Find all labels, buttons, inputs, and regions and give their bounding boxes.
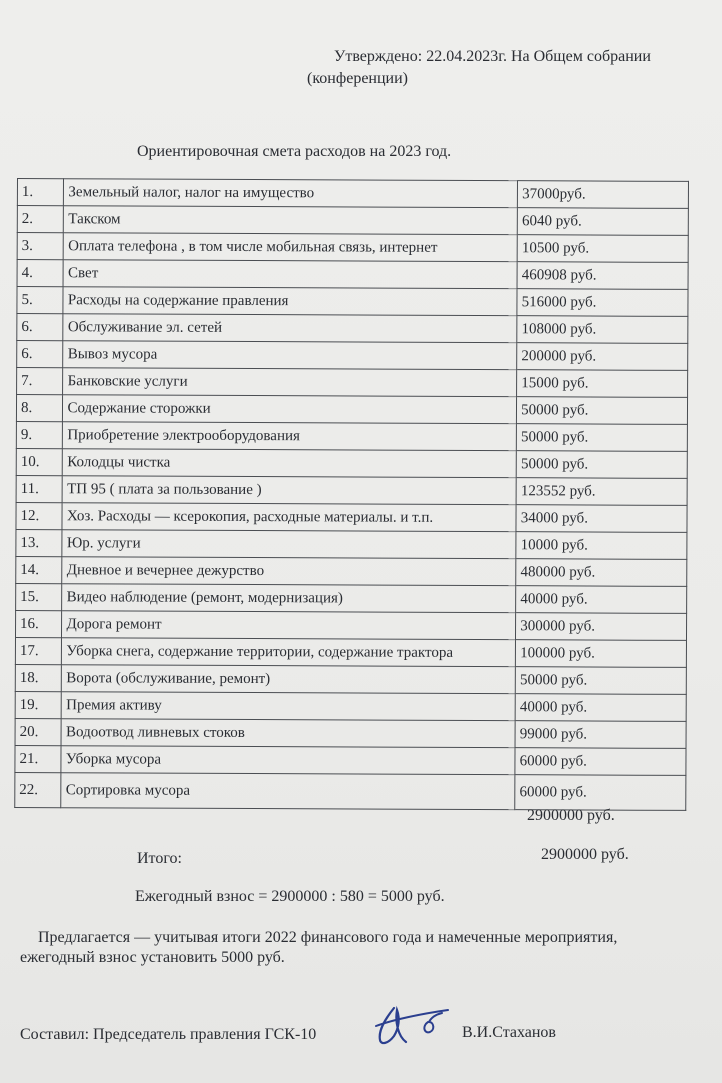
- row-item: ТП 95 ( плата за пользование ): [63, 476, 517, 505]
- row-amount: 300000 руб.: [516, 613, 687, 641]
- table-row: [17, 233, 688, 263]
- row-item: Видео наблюдение (ремонт, модернизация): [62, 584, 516, 613]
- annual-fee-formula: Ежегодный взнос = 2900000 : 580 = 5000 руб.: [135, 888, 445, 905]
- row-amount: 50000 руб.: [517, 424, 688, 452]
- row-amount: 480000 руб.: [516, 559, 687, 587]
- row-number: 7.: [17, 368, 64, 395]
- table-row: [17, 260, 688, 290]
- table-row: [16, 529, 687, 559]
- row-amount: 50000 руб.: [516, 451, 687, 479]
- row-number: 12.: [16, 502, 63, 529]
- row-item: Сортировка мусора: [61, 773, 515, 810]
- row-number: 11.: [16, 475, 63, 502]
- total-value: 2900000 руб.: [541, 846, 629, 863]
- row-number: 14.: [16, 556, 63, 583]
- row-number: 4.: [17, 260, 64, 287]
- row-amount: 60000 руб.: [515, 775, 686, 811]
- row-item: Колодцы чистка: [63, 449, 517, 478]
- approval-line-1: Утверждено: 22.04.2023г. На Общем собрании: [334, 48, 651, 65]
- row-amount: 200000 руб.: [517, 343, 688, 371]
- document-title: Ориентировочная смета расходов на 2023 год.: [137, 143, 452, 160]
- row-item: Оплата телефона , в том числе мобильная связь, интернет: [64, 233, 518, 262]
- row-number: 2.: [17, 206, 64, 233]
- row-amount: 10500 руб.: [517, 235, 688, 263]
- row-number: 1.: [17, 179, 64, 206]
- table-row: [17, 368, 688, 398]
- table-row: [17, 341, 688, 371]
- row-item: Обслуживание эл. сетей: [63, 314, 517, 343]
- table-row: [16, 395, 687, 425]
- row-amount: 40000 руб.: [516, 586, 687, 614]
- row-amount: 10000 руб.: [516, 532, 687, 560]
- table-row: [16, 475, 687, 505]
- row-item: Дневное и вечернее дежурство: [62, 557, 516, 586]
- table-row: [16, 421, 687, 451]
- row-item: Приобретение электрооборудования: [63, 422, 517, 451]
- row-item: Такском: [64, 206, 518, 235]
- row-amount: 37000руб.: [518, 181, 689, 209]
- row-amount: 123552 руб.: [516, 478, 687, 506]
- table-row: [16, 502, 687, 532]
- row-item: Юр. услуги: [62, 530, 516, 559]
- table-subtotal: 2900000 руб.: [527, 807, 615, 824]
- row-number: 20.: [15, 718, 62, 745]
- row-item: Расходы на содержание правления: [63, 287, 517, 316]
- row-item: Банковские услуги: [63, 368, 517, 397]
- row-item: Хоз. Расходы — ксерокопия, расходные материалы. и т.п.: [62, 503, 516, 532]
- row-number: 16.: [15, 610, 62, 637]
- row-number: 10.: [16, 448, 63, 475]
- row-amount: 60000 руб.: [515, 748, 686, 776]
- approval-line-2: (конференции): [307, 70, 408, 87]
- row-number: 6.: [17, 341, 64, 368]
- row-item: Дорога ремонт: [62, 611, 516, 640]
- table-row: [17, 206, 688, 236]
- row-amount: 99000 руб.: [515, 721, 686, 749]
- estimate-table: [14, 178, 689, 811]
- row-amount: 50000 руб.: [517, 397, 688, 425]
- table-row: [15, 610, 686, 640]
- row-amount: 40000 руб.: [515, 694, 686, 722]
- table-row: [15, 637, 686, 667]
- row-number: 17.: [15, 637, 62, 664]
- row-number: 18.: [15, 664, 62, 691]
- table-row: [16, 448, 687, 478]
- handwritten-signature: [372, 1000, 456, 1048]
- row-item: Уборка снега, содержание территории, содержание трактора: [62, 638, 516, 667]
- row-amount: 6040 руб.: [517, 208, 688, 236]
- approval-stamp-text: [307, 46, 694, 90]
- row-amount: 50000 руб.: [515, 667, 686, 695]
- table-row: [17, 314, 688, 344]
- table-row: [15, 718, 686, 748]
- row-number: 3.: [17, 233, 64, 260]
- row-item: Премия активу: [62, 692, 516, 721]
- signer-name: В.И.Стаханов: [462, 1024, 556, 1041]
- row-amount: 15000 руб.: [517, 370, 688, 398]
- table-row: [16, 556, 687, 586]
- table-row: [16, 583, 687, 613]
- row-number: 15.: [16, 583, 63, 610]
- row-number: 21.: [15, 745, 62, 772]
- row-number: 19.: [15, 691, 62, 718]
- row-number: 5.: [17, 287, 64, 314]
- row-number: 22.: [15, 772, 62, 807]
- row-amount: 460908 руб.: [517, 262, 688, 290]
- compiled-by: Составил: Председатель правления ГСК-10: [20, 1026, 317, 1043]
- table-row: [15, 745, 686, 775]
- proposal-line-2: ежегодный взнос установить 5000 руб.: [20, 949, 285, 966]
- row-amount: 100000 руб.: [516, 640, 687, 668]
- table-row: [15, 772, 686, 810]
- row-number: 9.: [16, 421, 63, 448]
- row-item: Ворота (обслуживание, ремонт): [62, 665, 516, 694]
- row-amount: 516000 руб.: [517, 289, 688, 317]
- table-row: [17, 287, 688, 317]
- table-row: [15, 691, 686, 721]
- total-label: Итого:: [137, 850, 182, 867]
- proposal-line-1: Предлагается — учитывая итоги 2022 финансового года и намеченные мероприятия,: [38, 929, 618, 946]
- row-item: Свет: [64, 260, 518, 289]
- row-item: Уборка мусора: [61, 746, 515, 775]
- row-amount: 34000 руб.: [516, 505, 687, 533]
- row-number: 6.: [17, 314, 64, 341]
- row-item: Содержание сторожки: [63, 395, 517, 424]
- row-item: Земельный налог, налог на имущество: [64, 179, 518, 208]
- proposal-paragraph: [20, 928, 710, 968]
- row-number: 13.: [16, 529, 63, 556]
- table-row: [17, 179, 688, 209]
- row-number: 8.: [16, 395, 63, 422]
- table-row: [15, 664, 686, 694]
- row-item: Вывоз мусора: [63, 341, 517, 370]
- row-item: Водоотвод ливневых стоков: [62, 719, 516, 748]
- row-amount: 108000 руб.: [517, 316, 688, 344]
